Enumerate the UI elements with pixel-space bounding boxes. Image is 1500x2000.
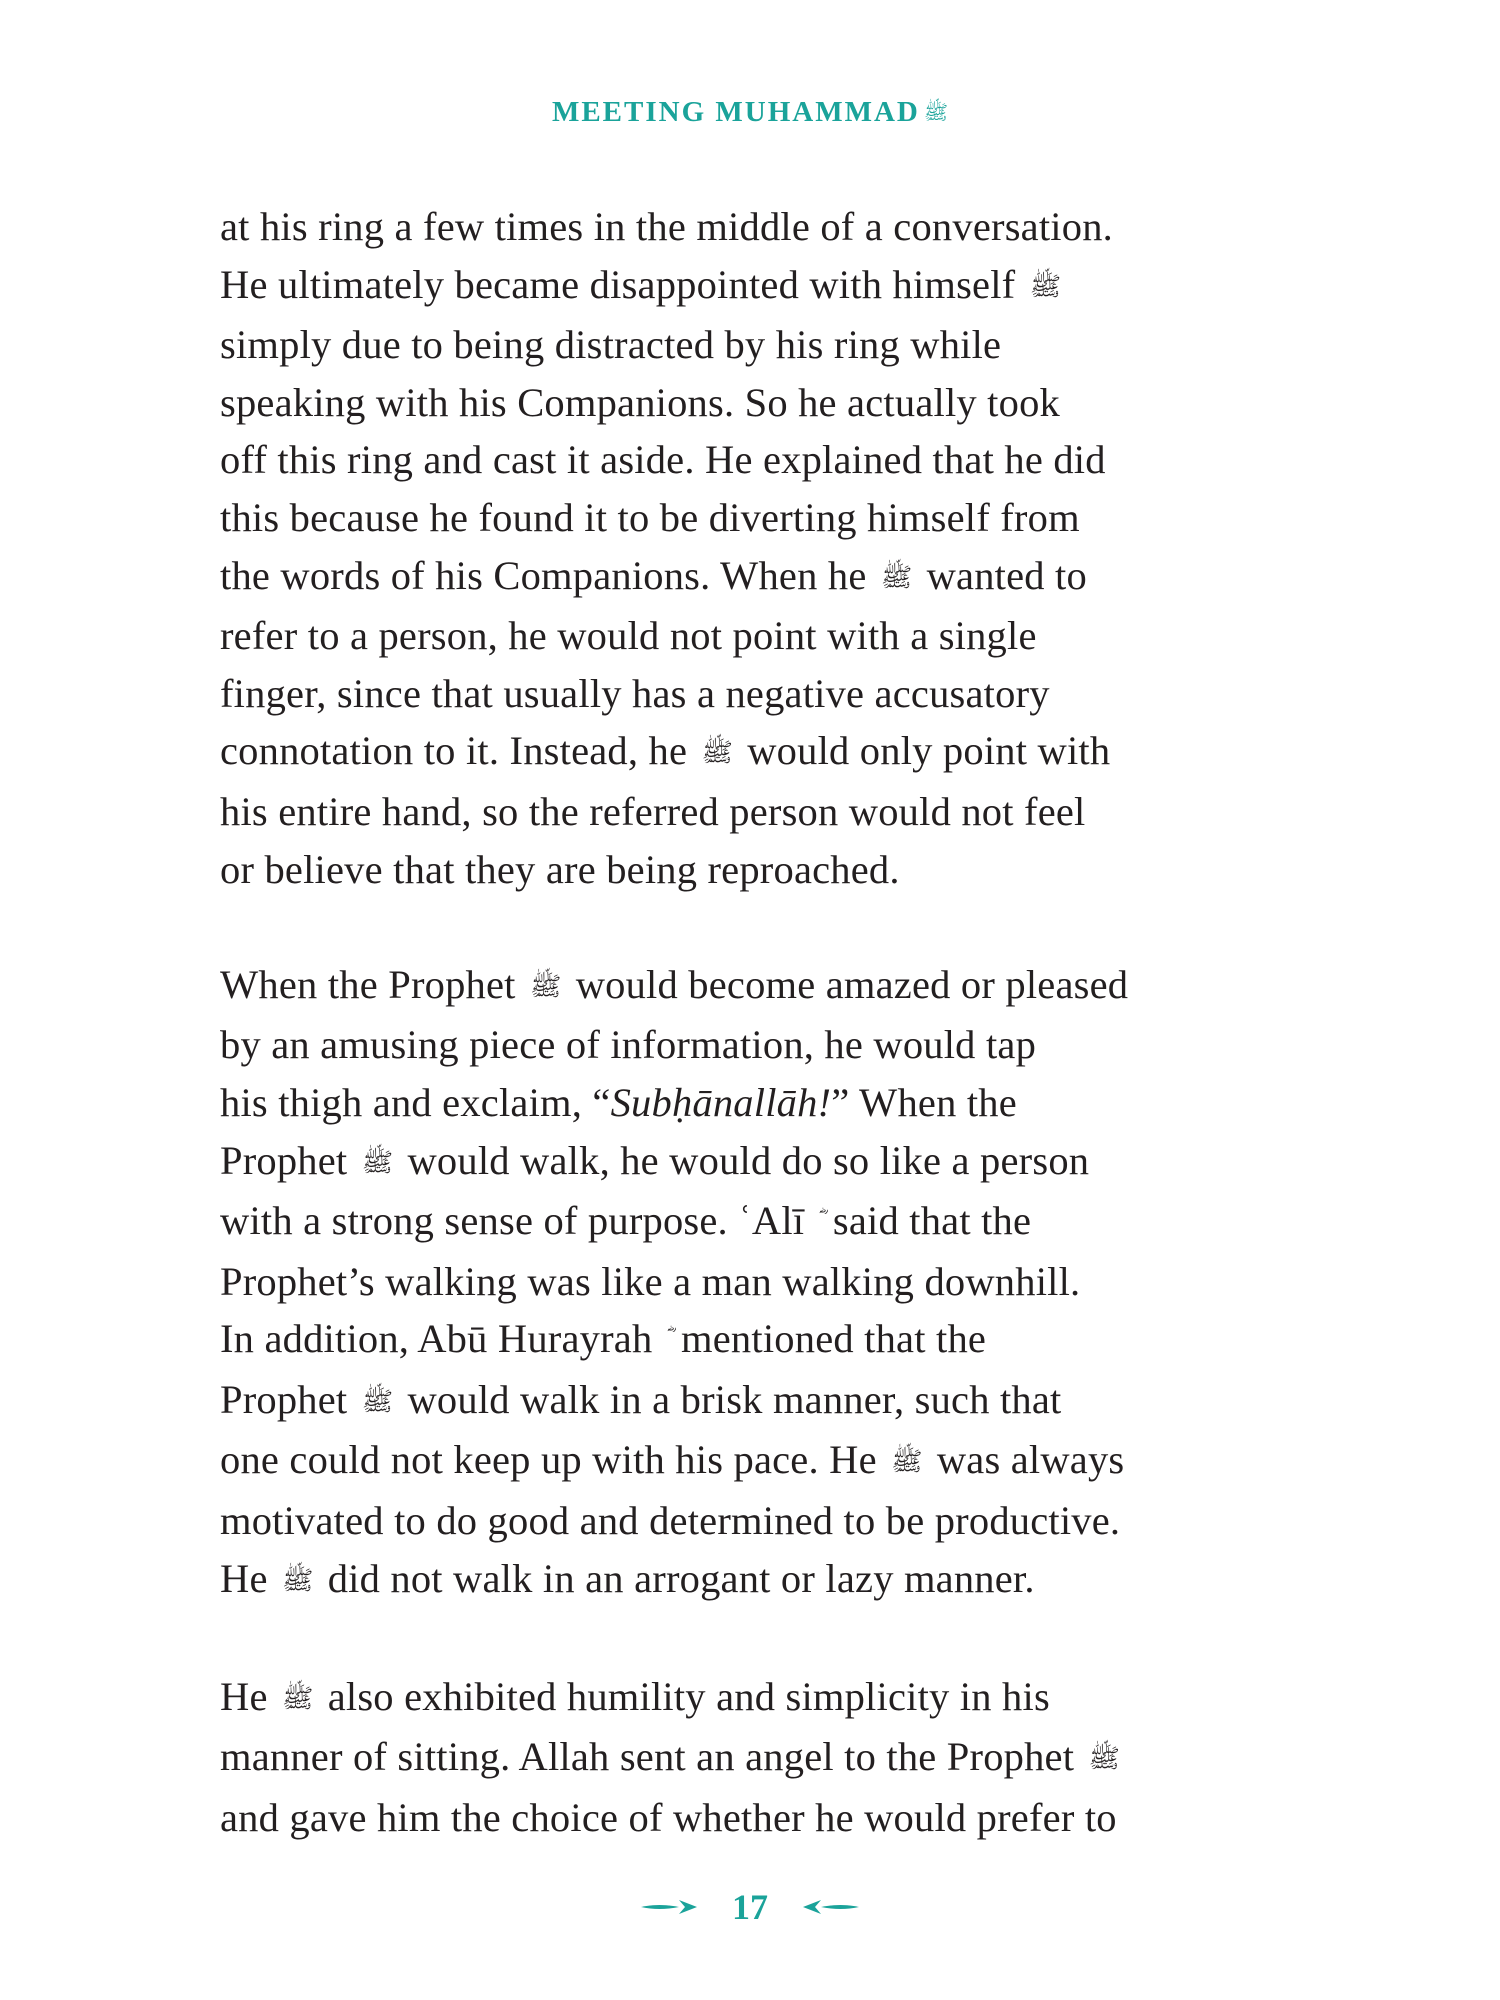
text-line: Prophet ﷺ would walk, he would do so like a person: [220, 1132, 1310, 1193]
text-line: by an amusing piece of information, he would tap: [220, 1022, 1037, 1068]
text-line: He ﷺ did not walk in an arrogant or lazy manner.: [220, 1550, 1310, 1611]
left-arrow-ornament-icon: [639, 1898, 701, 1916]
text-line: He ultimately became disappointed with himself ﷺ: [220, 256, 1310, 317]
paragraph-gap: [220, 898, 1310, 956]
honorific-glyph: ﷺ: [701, 738, 733, 769]
running-head: [0, 96, 1500, 129]
honorific-glyph: ﷺ: [361, 1147, 394, 1178]
honorific-glyph: ﷺ: [923, 102, 949, 124]
page-number: 17: [732, 1886, 768, 1927]
text-line: When the Prophet ﷺ would become amazed or pleased: [220, 956, 1310, 1017]
honorific-glyph: ﷺ: [281, 1683, 314, 1714]
page-footer: [0, 1882, 1500, 1928]
text-line: motivated to do good and determined to be productive.: [220, 1498, 1121, 1544]
text-line: at his ring a few times in the middle of a conversation.: [220, 204, 1113, 249]
book-title: MEETING MUHAMMAD: [551, 96, 920, 128]
honorific-glyph: ﷺ: [529, 971, 562, 1002]
text-line: one could not keep up with his pace. He ﷺ was always: [220, 1431, 1310, 1492]
text-line: this because he found it to be diverting himself from: [220, 494, 1080, 540]
text-line: or believe that they are being reproached.: [220, 846, 900, 892]
text-line: and gave him the choice of whether he would prefer to: [220, 1795, 1117, 1841]
text-line: speaking with his Companions. So he actually took: [220, 379, 1060, 425]
text-line: the words of his Companions. When he ﷺ wanted to: [220, 547, 1310, 608]
text-line: Prophet ﷺ would walk in a brisk manner, such that: [220, 1371, 1310, 1432]
text-line: He ﷺ also exhibited humility and simplicity in his: [220, 1668, 1310, 1729]
right-arrow-ornament-icon: [799, 1898, 861, 1916]
text-line: refer to a person, he would not point with a single: [220, 613, 1037, 659]
paragraph-gap: [220, 1610, 1310, 1668]
text-line: simply due to being distracted by his ring while: [220, 322, 1002, 368]
honorific-glyph: ﷺ: [891, 1447, 923, 1478]
italic-term: Subḥānallāh!: [610, 1079, 832, 1125]
text-line: with a strong sense of purpose. ʿAlī said that the: [220, 1198, 1032, 1244]
honorific-glyph: ﷺ: [1088, 1744, 1120, 1775]
body-text: [220, 198, 1310, 1847]
honorific-glyph: ﷺ: [1029, 271, 1062, 302]
honorific-glyph: ﷺ: [880, 562, 913, 593]
text-line: his thigh and exclaim, “Subḥānallāh!” When the: [220, 1079, 1017, 1125]
text-line: connotation to it. Instead, he ﷺ would only point with: [220, 722, 1310, 783]
text-line: In addition, Abū Hurayrah mentioned that the: [220, 1316, 987, 1362]
text-line: finger, since that usually has a negative accusatory: [220, 670, 1050, 716]
text-line: off this ring and cast it aside. He explained that he did: [220, 437, 1106, 483]
text-line: his entire hand, so the referred person would not feel: [220, 788, 1086, 834]
honorific-glyph: ﷺ: [361, 1386, 394, 1417]
text-line: Prophet’s walking was like a man walking downhill.: [220, 1258, 1081, 1304]
text-line: manner of sitting. Allah sent an angel to the Prophet ﷺ: [220, 1728, 1310, 1789]
honorific-glyph: ﷺ: [281, 1565, 314, 1596]
